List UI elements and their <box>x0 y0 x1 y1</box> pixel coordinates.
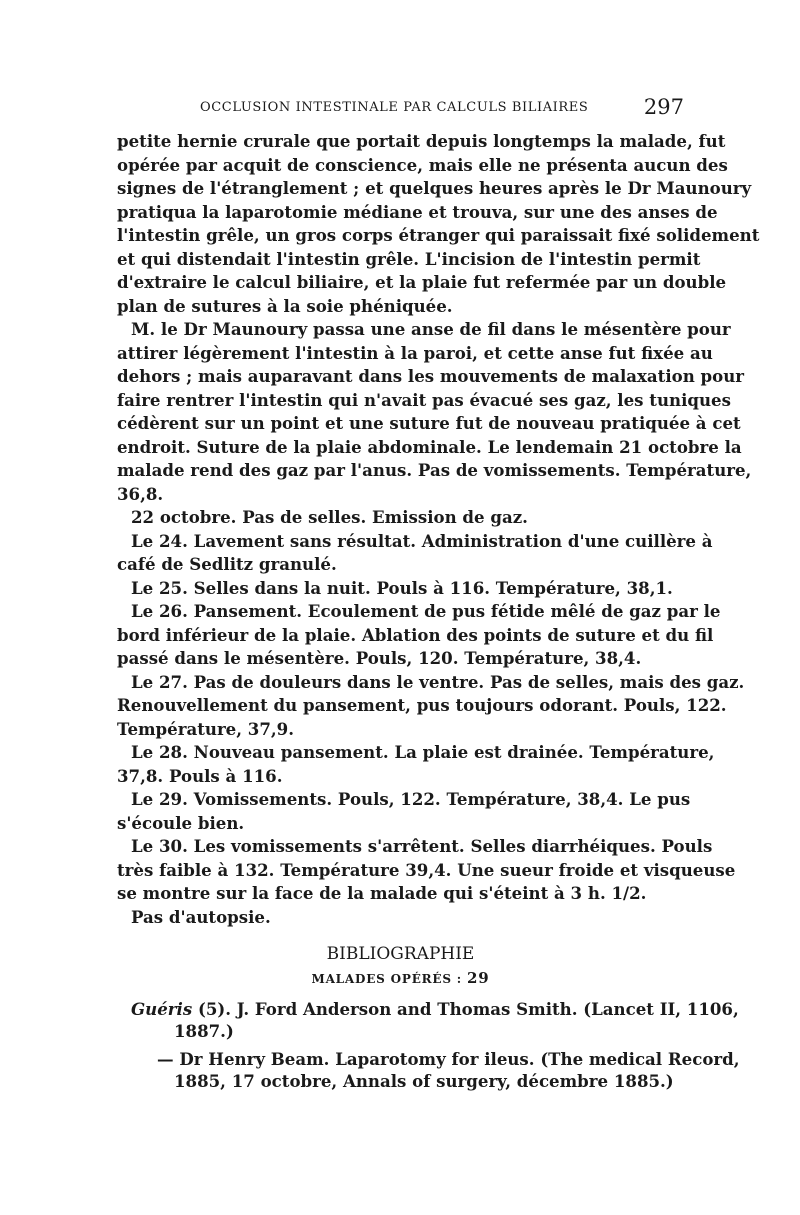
paragraph <box>117 788 691 835</box>
text-line: Le 30. Les vomissements s'arrêtent. Selles diarrhéiques. Pouls <box>131 836 713 856</box>
paragraphs <box>117 130 760 929</box>
text-line: se montre sur la face de la malade qui s'éteint à 3 h. 1/2. <box>117 883 647 903</box>
text-line: M. le Dr Maunoury passa une anse de fil dans le mésentère pour <box>131 319 731 339</box>
bib-entry-text: (5). J. Ford Anderson and Thomas Smith. (Lancet II, 1106, <box>197 999 739 1019</box>
text-line: d'extraire le calcul biliaire, et la plaie fut refermée par un double <box>117 272 727 292</box>
paragraph <box>117 835 736 906</box>
page-number: 297 <box>643 95 684 119</box>
text-line: l'intestin grêle, un gros corps étranger qui paraissait fixé solidement <box>117 225 760 245</box>
text-line: passé dans le mésentère. Pouls, 120. Température, 38,4. <box>117 648 642 668</box>
text-line: 37,8. Pouls à 116. <box>117 765 283 786</box>
text-line: Le 24. Lavement sans résultat. Administration d'une cuillère à <box>131 530 713 551</box>
page-header <box>200 97 684 121</box>
text-line: bord inférieur de la plaie. Ablation des points de suture et du fil <box>117 624 714 645</box>
subtitle-count: 29 <box>467 969 490 987</box>
text-line: Le 26. Pansement. Ecoulement de pus fétide mêlé de gaz par le <box>131 601 721 621</box>
text-line: Le 28. Nouveau pansement. La plaie est drainée. Température, <box>131 742 715 762</box>
text-line: petite hernie crurale que portait depuis longtemps la malade, fut <box>117 131 726 151</box>
bib-entry-continuation: 1885, 17 octobre, Annals of surgery, décembre 1885.) <box>174 1071 674 1091</box>
text-line: et qui distendait l'intestin grêle. L'incision de l'intestin permit <box>117 248 701 269</box>
bib-entry-continuation: 1887.) <box>174 1021 234 1041</box>
running-title: OCCLUSION INTESTINALE PAR CALCULS BILIAIRES <box>200 100 589 115</box>
bib-entry-line: — Dr Henry Beam. Laparotomy for ileus. (The medical Record, <box>157 1049 740 1069</box>
text-line: très faible à 132. Température 39,4. Une sueur froide et visqueuse <box>117 859 736 880</box>
text-line: Pas d'autopsie. <box>131 906 271 927</box>
bib-entry-lead: Guéris <box>131 999 193 1019</box>
text-line: 36,8. <box>117 483 164 504</box>
text-line: 22 octobre. Pas de selles. Emission de gaz. <box>131 507 528 527</box>
text-line: malade rend des gaz par l'anus. Pas de vomissements. Température, <box>117 460 752 480</box>
text-line: s'écoule bien. <box>117 812 245 833</box>
bibliography-entry <box>117 998 739 1042</box>
subtitle-label: MALADES OPÉRÉS : <box>311 972 463 986</box>
bibliography-entry <box>117 1048 740 1092</box>
bib-entry-line <box>117 998 739 1020</box>
text-line: Température, 37,9. <box>117 718 294 739</box>
text-line: plan de sutures à la soie phéniquée. <box>117 295 453 316</box>
text-line: cédèrent sur un point et une suture fut de nouveau pratiquée à cet <box>117 413 741 433</box>
text-line: opérée par acquit de conscience, mais elle ne présenta aucun des <box>117 154 728 175</box>
text-line: attirer légèrement l'intestin à la paroi, et cette anse fut fixée au <box>117 342 713 363</box>
paragraph <box>117 600 721 671</box>
paragraph <box>117 318 752 506</box>
text-line: Le 27. Pas de douleurs dans le ventre. Pas de selles, mais des gaz. <box>131 671 745 692</box>
bibliography-title: BIBLIOGRAPHIE <box>326 944 475 964</box>
body-text <box>117 130 760 1092</box>
paragraph <box>117 577 684 601</box>
paragraph <box>117 741 715 788</box>
text-line: Le 25. Selles dans la nuit. Pouls à 116. Température, 38,1. <box>131 577 673 598</box>
text-line: signes de l'étranglement ; et quelques heures après le Dr Maunoury <box>117 178 752 198</box>
text-line: Le 29. Vomissements. Pouls, 122. Température, 38,4. Le pus <box>131 789 691 809</box>
paragraph <box>117 130 760 318</box>
paragraph <box>117 530 713 577</box>
bibliography-subtitle <box>117 967 684 990</box>
paragraph <box>117 671 745 742</box>
text-line: faire rentrer l'intestin qui n'avait pas évacué ses gaz, les tuniques <box>117 389 731 410</box>
paragraph <box>117 906 684 930</box>
text-line: pratiqua la laparotomie médiane et trouva, sur une des anses de <box>117 201 718 222</box>
text-line: Renouvellement du pansement, pus toujours odorant. Pouls, 122. <box>117 695 727 715</box>
paragraph <box>117 506 684 530</box>
text-line: dehors ; mais auparavant dans les mouvements de malaxation pour <box>117 366 745 386</box>
text-line: endroit. Suture de la plaie abdominale. Le lendemain 21 octobre la <box>117 436 742 457</box>
text-line: café de Sedlitz granulé. <box>117 554 337 574</box>
